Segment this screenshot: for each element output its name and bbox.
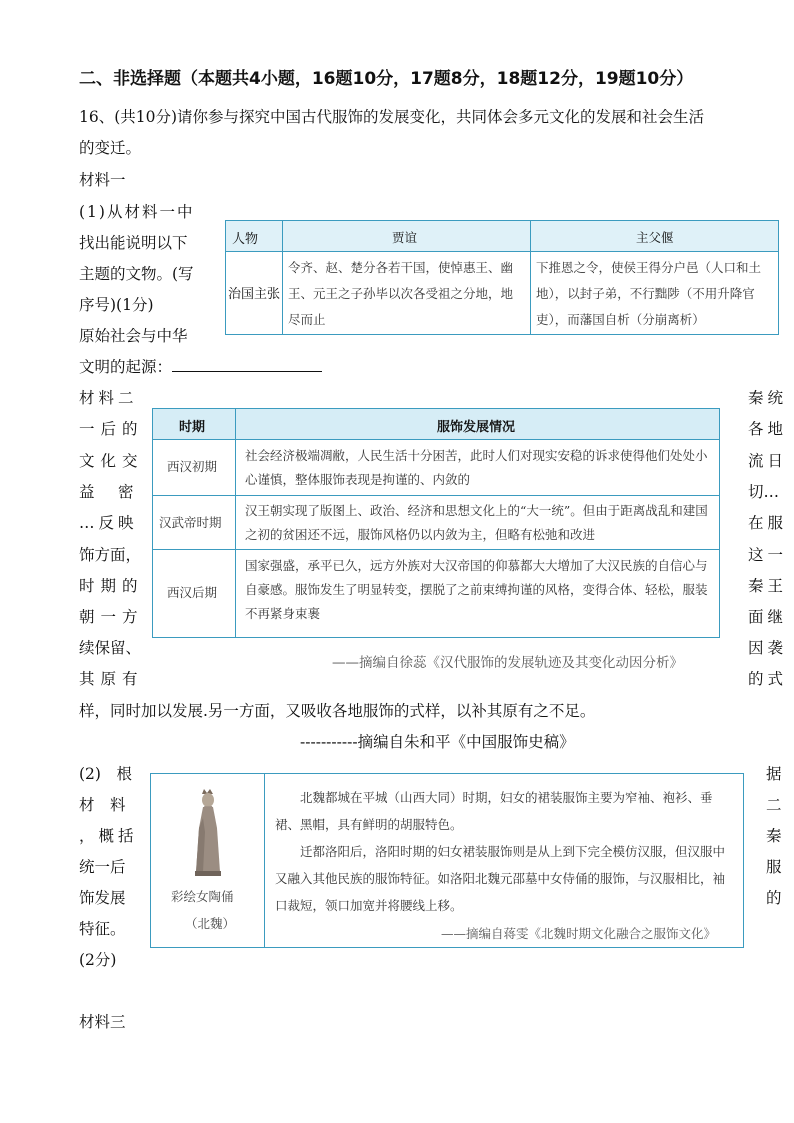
header-clothing: 服饰发展情况 (437, 420, 516, 435)
m2-left-line: 饰方面， (79, 546, 142, 564)
question-16-line2: 的变迁。 (79, 139, 142, 157)
header-zhufu-yan: 主父偃 (636, 230, 674, 245)
m2-left-line: 一后的 (79, 420, 144, 438)
q1-line: 序号)(1分) (79, 296, 154, 314)
zhufu-yan-policy: 下推恩之令，使侯王得分户邑（人口和土地），以封子弟，不行黜陟（不用升降官吏），而藩国自析（分崩离析） (536, 260, 762, 327)
jia-yi-policy: 令齐、赵、楚分各若干国，使悼惠王、幽王、元王之子孙毕以次各受祖之分地，地尽而止 (288, 260, 514, 327)
q1-line: (1)从材料一中 (79, 203, 195, 221)
m2-left-line: 朝一方 (79, 608, 144, 626)
m2-left-line: 益 密 (79, 483, 138, 501)
m2-right-line: 各地 (748, 420, 788, 438)
m2-left-line: …反映 (79, 514, 138, 532)
m2-bottom-source: -----------摘编自朱和平《中国服饰史稿》 (300, 733, 575, 751)
q2-left-line: ，概括 (79, 827, 138, 845)
q2-left-line: 材 料 (79, 796, 126, 814)
desc-cell: 社会经济极端凋敝，人民生活十分困苦，此时人们对现实安稳的诉求使得他们处处小心谨慎，整体服饰表现是拘谨的、内敛的 (245, 448, 708, 487)
pottery-figurine-image (191, 788, 225, 878)
period-cell: 西汉后期 (167, 585, 218, 600)
desc-cell: 汉王朝实现了版图上、政治、经济和思想文化上的“大一统”。但由于距离战乱和建国之初的贫困还不远，服饰风格仍以内敛为主，但略有松弛和改进 (245, 503, 708, 542)
q2-right-line: 据 (766, 765, 782, 783)
m2-bottom-line: 样，同时加以发展.另一方面，又吸收各地服饰的式样，以补其原有之不足。 (79, 702, 596, 720)
answer-blank[interactable] (172, 357, 322, 372)
q1-answer-line (79, 355, 322, 377)
q2-left-line: (2) 根 (79, 765, 132, 783)
q1-line: 找出能说明以下 (79, 234, 188, 252)
box-source: ——摘编自蒋雯《北魏时期文化融合之服饰文化》 (441, 926, 717, 941)
period-cell: 西汉初期 (167, 459, 218, 474)
q2-left-line: 特征。 (79, 920, 126, 938)
table-header (153, 409, 719, 440)
material-1-label: 材料一 (79, 171, 126, 189)
q1-answer-label: 文明的起源： (79, 358, 173, 376)
q2-right-line: 二 (766, 796, 782, 814)
m2-right-line: 这一 (748, 546, 788, 564)
figurine-caption: 彩绘女陶俑 (171, 889, 234, 904)
figurine-dynasty: （北魏） (185, 916, 236, 931)
m2-left-line: 续保留、 (79, 639, 142, 657)
desc-cell: 国家强盛，承平已久，远方外族对大汉帝国的仰慕都大大增加了大汉民族的自信心与自豪感。服饰发生了明显转变，摆脱了之前束缚拘谨的风格，变得合体、轻松，服装不再紧身束裹 (245, 558, 708, 621)
question-16-line1: 16、(共10分)请你参与探究中国古代服饰的发展变化，共同体会多元文化的发展和社会生活 (79, 108, 705, 126)
material-3-label: 材料三 (79, 1013, 126, 1031)
box-paragraph-2: 迁都洛阳后，洛阳时期的妇女裙装服饰则是从上到下完全模仿汉服，但汉服中又融入其他民族的服饰特征。如洛阳北魏元邵墓中女侍俑的服饰，与汉服相比，袖口裁短，领口加宽并将腰线上移。 (275, 844, 726, 913)
table2-source: ——摘编自徐蕊《汉代服饰的发展轨迹及其变化动因分析》 (332, 655, 683, 671)
q2-right-line: 秦 (766, 827, 782, 845)
m2-right-line: 因袭 (748, 639, 788, 657)
m2-right-line: 秦统 (748, 389, 788, 407)
clothing-development-table (152, 408, 720, 638)
header-jia-yi: 贾谊 (392, 230, 418, 245)
m2-right-line: 的式 (748, 670, 788, 688)
q2-right-line: 的 (766, 889, 782, 907)
m2-right-line: 面继 (748, 608, 788, 626)
m2-left-line: 材料二 (79, 389, 138, 407)
header-person: 人物 (232, 232, 259, 247)
m2-right-line: 秦王 (748, 577, 788, 595)
m2-right-line: 切… (748, 483, 780, 501)
box-paragraph-1: 北魏都城在平城（山西大同）时期，妇女的裙装服饰主要为窄袖、袍衫、垂裙、黑帽，具有鲜明的胡服特色。 (275, 790, 713, 832)
q2-right-line: 服 (766, 858, 782, 876)
q1-line: 主题的文物。(写 (79, 265, 194, 283)
q2-left-line: 饰发展 (79, 889, 126, 907)
northern-wei-material-box (150, 773, 744, 948)
q1-line: 原始社会与中华 (79, 327, 188, 345)
m2-left-line: 文化交 (79, 452, 144, 470)
row-label-policy: 治国主张 (228, 287, 281, 302)
q2-left-line: 统一后 (79, 858, 126, 876)
table-header (226, 221, 778, 252)
period-cell: 汉武帝时期 (159, 515, 222, 530)
section-heading: 二、非选择题（本题共4小题，16题10分，17题8分，18题12分，19题10分） (79, 69, 694, 89)
m2-right-line: 在服 (748, 514, 788, 532)
m2-left-line: 时期的 (79, 577, 144, 595)
header-period: 时期 (179, 420, 206, 435)
m2-left-line: 其原有 (79, 670, 144, 688)
policy-table (225, 220, 779, 335)
m2-right-line: 流日 (748, 452, 788, 470)
q2-left-line: (2分) (79, 951, 117, 969)
